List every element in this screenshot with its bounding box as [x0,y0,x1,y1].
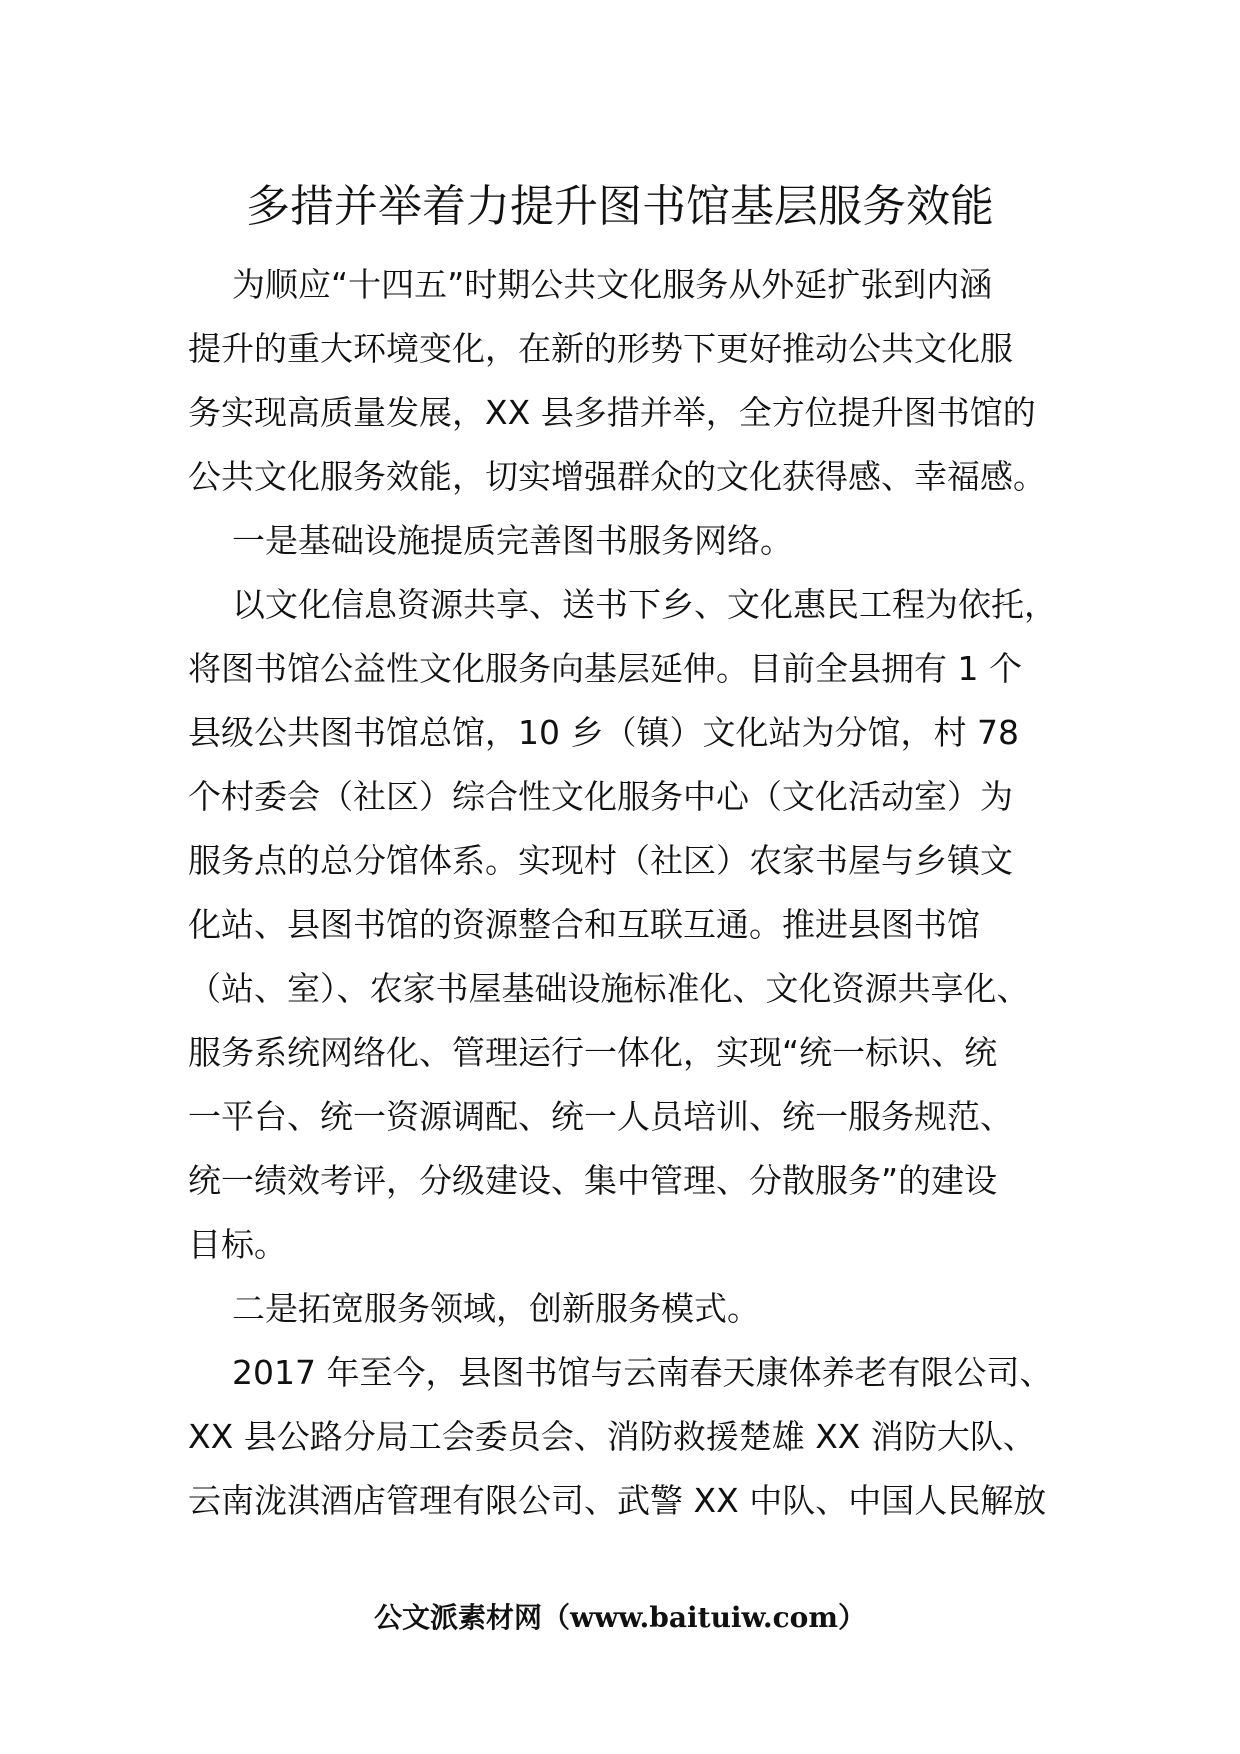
paragraph-line: 为顺应“十四五”时期公共文化服务从外延扩张到内涵 [232,265,993,304]
paragraph-line: 务实现高质量发展，XX 县多措并举，全方位提升图书馆的 [188,393,1036,432]
paragraph-line: 统一绩效考评，分级建设、集中管理、分散服务”的建设 [188,1161,998,1200]
section-heading: 一是基础设施提质完善图书服务网络。 [232,521,793,560]
paragraph-line: 将图书馆公益性文化服务向基层延伸。目前全县拥有 1 个 [188,649,1022,688]
paragraph-line: 云南泷淇酒店管理有限公司、武警 XX 中队、中国人民解放 [188,1481,1047,1520]
paragraph-line: 服务系统网络化、管理运行一体化，实现“统一标识、统 [188,1033,998,1072]
paragraph-line: 服务点的总分馆体系。实现村（社区）农家书屋与乡镇文 [188,841,1013,880]
paragraph-line: （站、室）、农家书屋基础设施标准化、文化资源共享化、 [188,969,1030,1008]
footer-watermark: 公文派素材网（www.baituiw.com） [374,1601,866,1634]
section-heading: 二是拓宽服务领域，创新服务模式。 [232,1289,760,1328]
paragraph-line: 县级公共图书馆总馆，10 乡（镇）文化站为分馆，村 78 [188,713,1019,752]
paragraph-line: 化站、县图书馆的资源整合和互联互通。推进县图书馆 [188,905,980,944]
document-title: 多措并举着力提升图书馆基层服务效能 [246,181,994,232]
paragraph-line: 一平台、统一资源调配、统一人员培训、统一服务规范、 [188,1097,1013,1136]
paragraph-line: 以文化信息资源共享、送书下乡、文化惠民工程为依托， [232,585,1057,624]
paragraph-line: 目标。 [188,1225,287,1264]
paragraph-line: XX 县公路分局工会委员会、消防救援楚雄 XX 消防大队、 [188,1417,1036,1456]
paragraph-line: 公共文化服务效能，切实增强群众的文化获得感、幸福感。 [188,457,1046,496]
paragraph-line: 提升的重大环境变化，在新的形势下更好推动公共文化服 [188,329,1013,368]
paragraph-line: 2017 年至今，县图书馆与云南春天康体养老有限公司、 [232,1353,1053,1392]
paragraph-line: 个村委会（社区）综合性文化服务中心（文化活动室）为 [188,777,1013,816]
